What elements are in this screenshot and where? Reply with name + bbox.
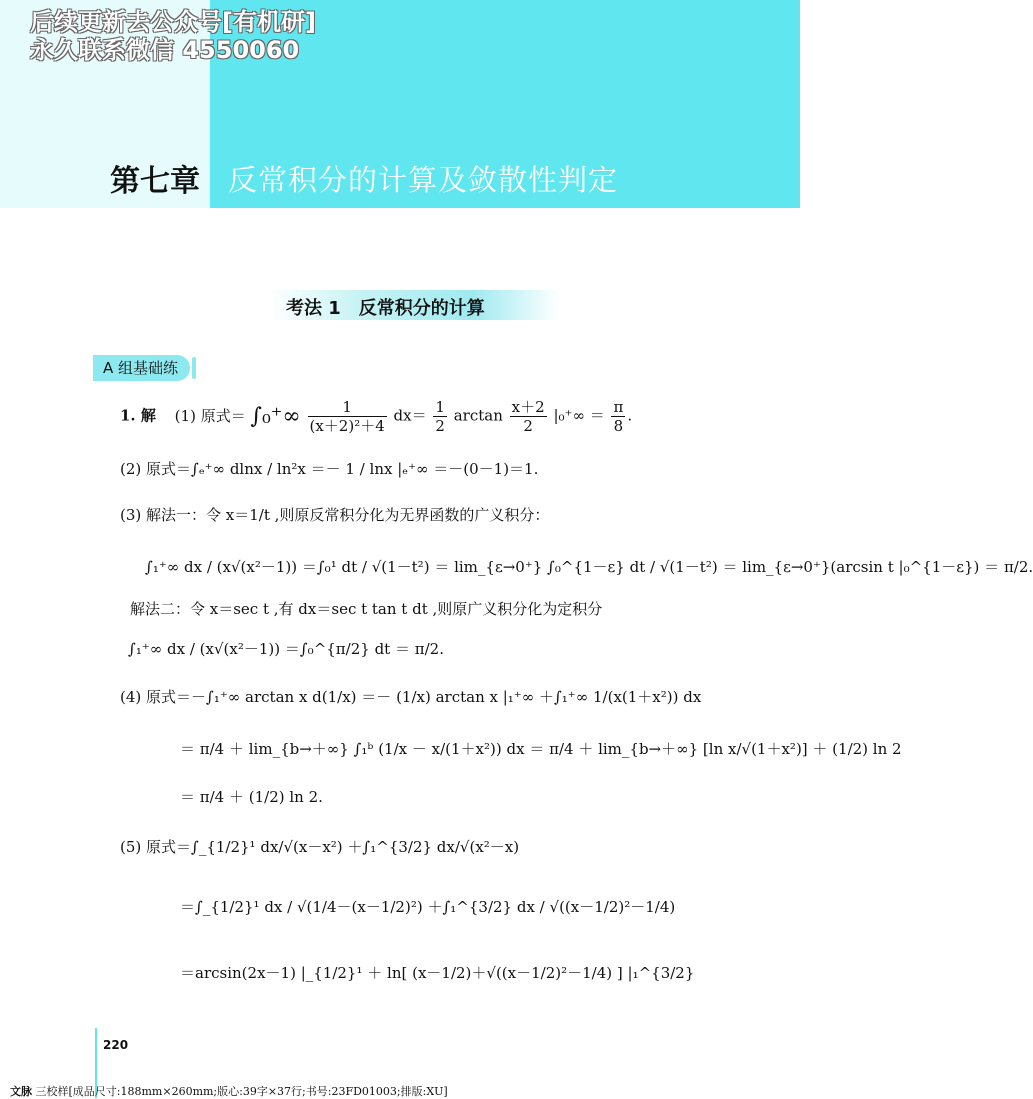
q1-arctan: arctan	[453, 406, 503, 425]
q1-line: 1. 解 (1) 原式＝ ∫₀⁺∞ $\frac{1}{\text{(x＋2)²＋4}}$ dx＝ $\frac{1}{2}$ arctan $\frac{x+2}{2}$ |₀⁺∞ ＝ $\frac{\pi}{8}$ .	[120, 398, 633, 435]
watermark	[30, 8, 316, 64]
section-title: 考法 1 反常积分的计算	[286, 298, 485, 319]
chapter-number: 第七章	[110, 164, 200, 199]
page-number: 220	[103, 1038, 129, 1052]
q2-line: (2) 原式＝∫ₑ⁺∞ dlnx / ln²x ＝－ 1 / lnx |ₑ⁺∞ ＝－(0－1)＝1.	[120, 460, 539, 478]
q1-result-den: 8	[611, 416, 625, 435]
q3-equation-2: ∫₁⁺∞ dx / (x√(x²－1)) ＝∫₀^{π/2} dt ＝ π/2.	[128, 640, 444, 658]
q1-fraction-num: 1	[342, 398, 352, 416]
q3-method1: (3) 解法一：令 x＝1/t ,则原反常积分化为无界函数的广义积分：	[120, 506, 550, 524]
q1-arg-den: 2	[510, 416, 547, 435]
q1-half	[433, 398, 447, 435]
group-tag: A 组基础练	[93, 355, 190, 381]
q5-line-2: ＝∫_{1/2}¹ dx / √(1/4－(x－1/2)²) ＋∫₁^{3/2} dx / √((x－1/2)²－1/4)	[180, 898, 676, 916]
q1-dx: dx＝	[393, 406, 427, 425]
q4-line-2: ＝ π/4 ＋ lim_{b→＋∞} ∫₁ᵇ (1/x － x/(1＋x²)) dx ＝ π/4 ＋ lim_{b→＋∞} [ln x/√(1＋x²)] ＋ (1/2) ln 2	[180, 740, 902, 758]
q1-half-den: 2	[435, 417, 445, 435]
q1-label: 1. 解	[120, 406, 156, 425]
q1-eval: |₀⁺∞ ＝	[553, 406, 605, 425]
q1-result	[611, 398, 625, 435]
q1-result-num: π	[613, 398, 624, 416]
q5-line-1: (5) 原式＝∫_{1/2}¹ dx/√(x－x²) ＋∫₁^{3/2} dx/√(x²－x)	[120, 838, 520, 856]
q1-fraction	[308, 398, 387, 435]
q1-integral: ∫₀⁺∞	[250, 404, 301, 429]
q1-half-num: 1	[435, 398, 445, 416]
q4-line-3: ＝ π/4 ＋ (1/2) ln 2.	[180, 788, 323, 806]
footer-brand: 文脉	[10, 1085, 32, 1098]
q1-arg-num: x＋2	[511, 398, 545, 416]
print-footer	[10, 1083, 448, 1099]
watermark-line-2: 永久联系微信 4550060	[30, 36, 300, 64]
q3-method2: 解法二：令 x＝sec t ,有 dx＝sec t tan t dt ,则原广义积分化为定积分	[130, 600, 603, 618]
footer-text: 三校样[成品尺寸:188mm×260mm;版心:39字×37行;书号:23FD01003;排版:XU]	[35, 1085, 448, 1098]
q5-line-3: ＝arcsin(2x－1) |_{1/2}¹ ＋ ln[ (x－1/2)＋√((x－1/2)²－1/4) ] |₁^{3/2}	[180, 964, 695, 982]
watermark-line-1: 后续更新去公众号[有机研]	[30, 8, 316, 36]
q4-line-1: (4) 原式＝－∫₁⁺∞ arctan x d(1/x) ＝－ (1/x) arctan x |₁⁺∞ ＋∫₁⁺∞ 1/(x(1＋x²)) dx	[120, 688, 702, 706]
chapter-title: 反常积分的计算及敛散性判定	[228, 163, 619, 197]
q1-arg	[510, 398, 547, 435]
q1-part1-lead: (1) 原式＝	[174, 406, 246, 425]
q3-equation-1: ∫₁⁺∞ dx / (x√(x²－1)) ＝∫₀¹ dt / √(1－t²) ＝ lim_{ε→0⁺} ∫₀^{1－ε} dt / √(1－t²) ＝ lim_{ε→0⁺}(arcsin t |₀^{1－ε}) ＝ π/2.	[145, 558, 1033, 576]
q1-fraction-den: (x＋2)²＋4	[309, 417, 385, 435]
